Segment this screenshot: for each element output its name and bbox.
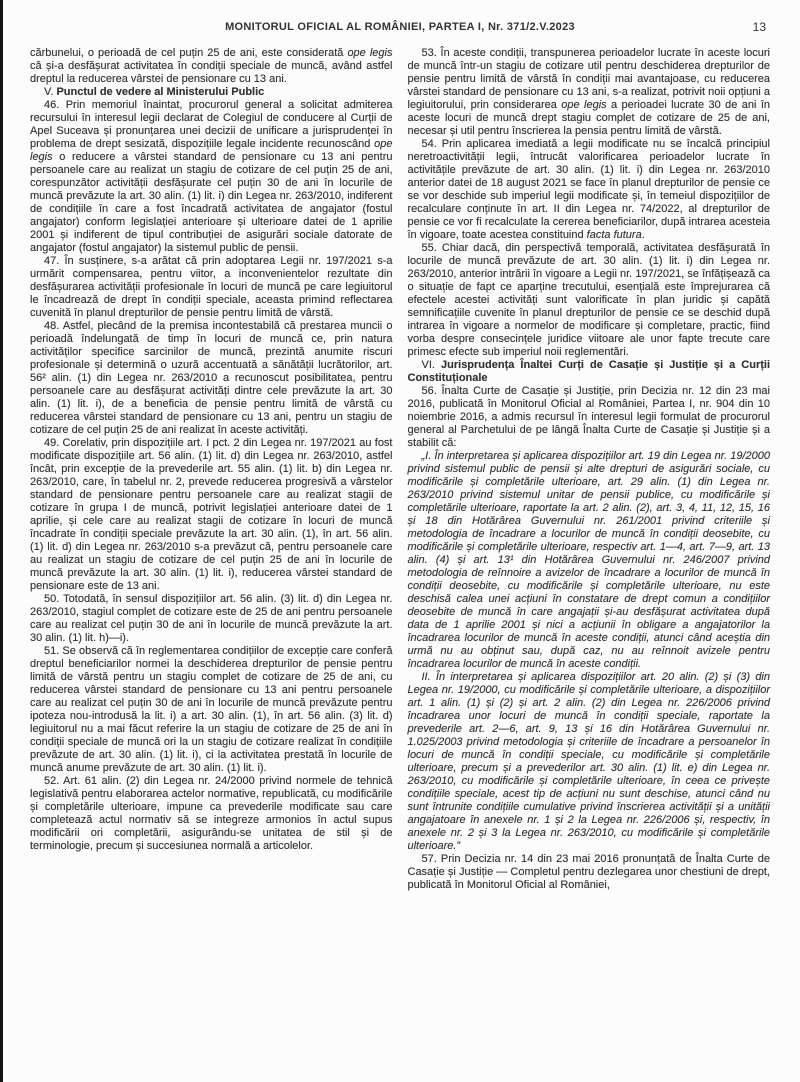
text-run: facta futura	[586, 229, 642, 241]
scan-border-line	[0, 0, 3, 1082]
text-run: 56. Înalta Curte de Casație și Justiție, prin Decizia nr. 12 din 23 mai 2016, publicată în Monitorul Oficial al României, Partea I, nr. 904 din 10 noiembrie 2016, a admis recursul în interesul legii formulat de procurorul general al Parchetului de pe lângă Înalta Curte de Casație și Justiție și a stabilit că:	[407, 385, 770, 449]
paragraph	[408, 47, 771, 138]
text-run: cărbunelui, o perioadă de cel puțin 25 de ani, este considerată	[30, 47, 348, 59]
paragraph	[408, 671, 771, 853]
paragraph	[30, 775, 393, 853]
text-run: o reducere a vârstei standard de pensionare cu 13 ani pentru persoanele care au realizat un stagiu de cotizare de cel puțin 25 de ani, corespunzător activității desfășurate cel puțin 30 de ani în locurile de muncă prevăzute la art. 30 alin. (1) lit. i) din Legea nr. 263/2010, indiferent de condițiile în care a fost încadrată activitatea de angajator (fostul angajator) conform legislației anterioare și ulterioare datei de 1 aprilie 2001 și indiferent de tipul contribuției de asigurări sociale datorate de angajator (fostul angajator) la sistemul public de pensii.	[30, 151, 393, 254]
text-run: „I. În interpretarea și aplicarea dispozițiilor art. 19 din Legea nr. 19/2000 privind sistemul public de pensii și alte drepturi de asigurări sociale, cu modificările și completările ulterioare, art. 29 alin. (1) din Legea nr. 263/2010 privind sistemul unitar de pensii publice, cu modificările și completările ulterioare, raportate la art. 2 alin. (2), art. 3, 4, 11, 12, 15, 16 și 18 din Hotărârea Guvernului nr. 261/2001 privind criteriile și metodologia de încadrare a locurilor de muncă în condiții deosebite, cu modificările și completările ulterioare, respectiv art. 1—4, art. 7—9, art. 13 alin. (4) și art. 13¹ din Hotărârea Guvernului nr. 246/2007 privind metodologia de reînnoire a avizelor de încadrare a locurilor de muncă în condiții deosebite, cu modificările și completările ulterioare, nu este deschisă calea unei acțiuni în constatare de drept comun a condițiilor deosebite de muncă în care angajații și-au desfășurat activitatea după data de 1 aprilie 2001 și nici a acțiunii în obligare a angajatorilor la încadrarea locurilor de muncă în aceste condiții, atunci când aceștia din urmă nu au obținut sau, după caz, nu au reînnoit avizele pentru încadrarea locurilor de muncă în aceste condiții.	[407, 450, 770, 670]
right-column	[408, 47, 771, 892]
paragraph	[408, 450, 771, 671]
text-run: V.	[44, 86, 57, 98]
text-run: 50. Totodată, în sensul dispozițiilor art. 56 alin. (3) lit. d) din Legea nr. 263/2010, stagiul complet de cotizare este de 25 de ani pentru persoanele care au realizat cel puțin 30 de ani în locurile de muncă prevăzute la art. 30 alin. (1) lit. h)—i).	[30, 593, 393, 644]
text-run: 51. Se observă că în reglementarea condițiilor de excepție care conferă dreptul beneficiarilor normei la deschiderea drepturilor de pensie pentru limită de vârstă pentru un stagiu complet de cotizare de 25 de ani, cu reducerea vârstei standard de pensionare cu 13 ani pentru persoanele care au realizat cel puțin 30 de ani în locurile de muncă prevăzute pentru ipoteza nou-introdusă la lit. i) a art. 30 alin. (1), în art. 56 alin. (3) lit. d) legiuitorul nu a mai făcut referire la un stagiu de cotizare de 25 de ani în condiții speciale de muncă ori la un stagiu de cotizare realizat în condițiile prevăzute de art. 30 alin. (1) lit. i), ci la activitatea prestată în locurile de muncă anume prevăzute de art. 30 alin. (1) lit. i).	[30, 645, 393, 774]
paragraph	[30, 645, 393, 775]
text-run: că și-a desfășurat activitatea în condiții speciale de muncă, având astfel dreptul la reducerea vârstei de pensionare cu 13 ani.	[30, 60, 393, 85]
text-run: Jurisprudența Înaltei Curți de Casație și Justiție și a Curții Constituționale	[407, 359, 770, 384]
text-run: 47. În susținere, s-a arătat că prin adoptarea Legii nr. 197/2021 s-a urmărit compensarea, pentru viitor, a inconvenientelor rezultate din desfășurarea activității profesionale în locuri de muncă pe care legiuitorul le încadrează de drept în condiții speciale, aceasta primind reflectarea cuvenită în planul drepturilor de pensie pentru limită de vârstă.	[30, 255, 393, 319]
text-run: VI.	[421, 359, 442, 371]
paragraph	[408, 242, 771, 359]
paragraph	[30, 320, 393, 437]
text-run: 48. Astfel, plecând de la premisa incontestabilă că prestarea muncii o perioadă îndelungată de timp în locuri de muncă ce, prin natura activităților specifice sarcinilor de muncă, prezintă anumite riscuri profesionale și determină o uzură accentuată a sănătății lucrătorilor, art. 56² alin. (1) din Legea nr. 263/2010 a recunoscut posibilitatea, pentru persoanele care au desfășurat activități dintre cele prevăzute la art. 30 alin. (1) lit. i), de a beneficia de pensie pentru limită de vârstă cu reducerea vârstei standard de pensionare cu 13 ani, pentru un stagiu de cotizare de cel puțin 25 de ani realizat în aceste activități.	[30, 320, 393, 436]
text-run: Punctul de vedere al Ministerului Public	[56, 86, 265, 98]
text-run: ope legis	[30, 138, 393, 163]
section-heading	[30, 86, 393, 99]
text-run: 49. Corelativ, prin dispozițiile art. I pct. 2 din Legea nr. 197/2021 au fost modificate dispozițiile art. 56 alin. (1) lit. d) din Legea nr. 263/2010, astfel încât, prin excepție de la prevederile art. 55 alin. (1) lit. b) din Legea nr. 263/2010, care, în tabelul nr. 2, prevede reducerea progresivă a vârstelor standard de pensionare pentru persoanele care au realizat stagii de cotizare în grupa I de muncă, potrivit legislației anterioare datei de 1 aprilie, și cele care au realizat stagii de cotizare în locuri de muncă încadrate în condiții speciale prevăzute la art. 30 alin. (1), în art. 56 alin. (1) lit. d) din Legea nr. 263/2010 s-a prevăzut că, pentru persoanele care au realizat un stagiu de cotizare de cel puțin 25 de ani în locurile de muncă prevăzute la art. 30 alin. (1) lit. i), reducerea vârstei standard de pensionare este de 13 ani.	[30, 437, 393, 592]
text-run: 53. În aceste condiții, transpunerea perioadelor lucrate în aceste locuri de muncă într-un stagiu de cotizare util pentru deschiderea drepturilor de pensie pentru limită de vârstă în condiții mai avantajoase, cu reducerea vârstei standard de pensionare cu 13 ani, s-a realizat, potrivit noii opțiuni a legiuitorului, prin considerarea	[407, 47, 770, 111]
paragraph	[408, 385, 771, 450]
journal-title: MONITORUL OFICIAL AL ROMÂNIEI, PARTEA I, Nr. 371/2.V.2023	[225, 21, 575, 33]
page-header	[0, 0, 800, 43]
section-heading	[408, 359, 771, 385]
page-number: 13	[752, 20, 766, 34]
text-run: ope legis	[561, 99, 607, 111]
text-run: 52. Art. 61 alin. (2) din Legea nr. 24/2000 privind normele de tehnică legislativă pentru elaborarea actelor normative, republicată, cu modificările și completările ulterioare, impune ca prevederile modificate sau care completează actul normativ să se integreze armonios în actul supus modificării ori completării, asigurându-se unitatea de stil și de terminologie, precum și succesiunea normală a articolelor.	[30, 775, 393, 852]
text-run: ope legis	[347, 47, 393, 59]
text-run: 55. Chiar dacă, din perspectivă temporală, activitatea desfășurată în locurile de muncă prevăzute de art. 30 alin. (1) lit. i) din Legea nr. 263/2010, anterior intrării în vigoare a Legii nr. 197/2021, se înfățișează ca o situație de fapt ce aparține trecutului, esențială este împrejurarea că efectele acestei activități sunt valorificate în plan juridic și capătă semnificațiile cuvenite în planul drepturilor de pensie ce se deschid după intrarea în vigoare a normelor de modificare și completare, practic, fiind vorba despre consecințele juridice viitoare ale unor fapte trecute care primesc efecte sub imperiul noii reglementări.	[407, 242, 770, 358]
paragraph	[408, 853, 771, 892]
text-run: 54. Prin aplicarea imediată a legii modificate nu se încalcă principiul neretroactivității legii, întrucât valorificarea perioadelor lucrate în activitățile prevăzute de art. 30 alin. (1) lit. i) din Legea nr. 263/2010 anterior datei de 18 august 2021 se face în planul drepturilor de pensie ce se vor deschide sub imperiul legii modificate și, în temeiul dispozițiilor de recalculare conținute în art. II din Legea nr. 74/2022, al drepturilor de pensie ce vor fi recalculate la cererea beneficiarilor, după intrarea acesteia în vigoare, toate acestea constituind	[407, 138, 770, 241]
text-run: II. În interpretarea și aplicarea dispozițiilor art. 20 alin. (2) și (3) din Legea nr. 19/2000, cu modificările și completările ulterioare, a dispozițiilor art. 1 alin. (1) și (2) și art. 2 alin. (2) din Legea nr. 226/2006 privind încadrarea unor locuri de muncă în condiții speciale, raportate la prevederile art. 2—6, art. 9, 13 și 16 din Hotărârea Guvernului nr. 1.025/2003 privind metodologia și criteriile de încadrare a persoanelor în locuri de muncă în condiții speciale, cu modificările și completările ulterioare, precum și a prevederilor art. 30 alin. (1) lit. e) din Legea nr. 263/2010, cu modificările și completările ulterioare, în ceea ce privește condițiile speciale, acest tip de acțiuni nu sunt deschise, atunci când nu sunt întrunite condițiile cumulative privind înscrierea activității și a unității angajatoare în anexele nr. 1 și 2 la Legea nr. 226/2006 și, respectiv, în anexele nr. 2 și 3 la Legea nr. 263/2010, cu modificările și completările ulterioare.”	[407, 671, 770, 852]
text-run: a perioadei lucrate 30 de ani în aceste locuri de muncă drept stagiu complet de cotizare de 25 de ani, necesar și util pentru înscrierea la pensia pentru limită de vârstă.	[407, 99, 770, 137]
text-run: 57. Prin Decizia nr. 14 din 23 mai 2016 pronunțată de Înalta Curte de Casație și Justiție — Completul pentru dezlegarea unor chestiuni de drept, publicată în Monitorul Oficial al României,	[407, 853, 770, 891]
left-column	[30, 47, 393, 892]
text-run: .	[641, 229, 645, 241]
paragraph	[30, 47, 393, 86]
page-body	[0, 43, 800, 892]
paragraph	[30, 593, 393, 645]
paragraph	[30, 99, 393, 255]
paragraph	[30, 255, 393, 320]
paragraph	[408, 138, 771, 242]
text-run: 46. Prin memoriul înaintat, procurorul general a solicitat admiterea recursului în interesul legii declarat de Colegiul de conducere al Curții de Apel Suceava și pronunțarea unei decizii de unificare a jurisprudenței în problema de drept sesizată, dispozițiile legale incidente recunoscând	[30, 99, 393, 150]
paragraph	[30, 437, 393, 593]
